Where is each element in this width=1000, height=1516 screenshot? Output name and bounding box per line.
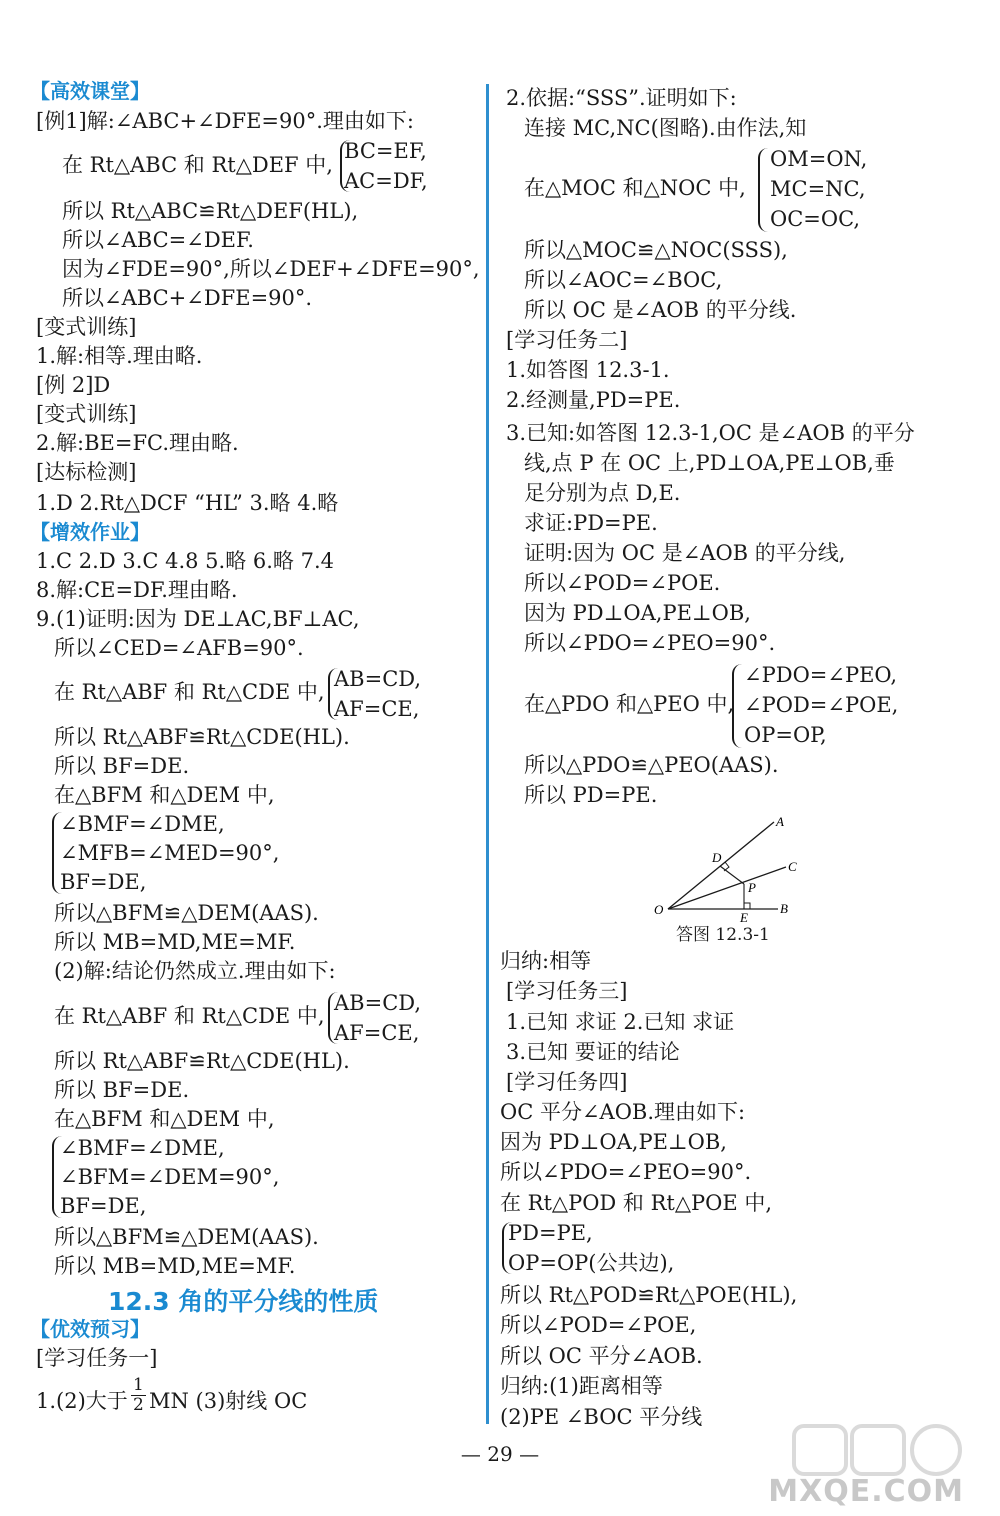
label-p: P xyxy=(748,880,756,895)
equation: AF=CE, xyxy=(334,697,420,721)
text-line: 所以△BFM≌△DEM(AAS). xyxy=(54,1225,319,1249)
text-line: 所以 MB=MD,ME=MF. xyxy=(54,1254,296,1278)
text-line: 所以△BFM≌△DEM(AAS). xyxy=(54,901,319,925)
text-line: 所以 BF=DE. xyxy=(54,1078,190,1102)
text-line: 所以∠ABC=∠DEF. xyxy=(62,228,254,252)
text-line: 3.已知:如答图 12.3-1,OC 是∠AOB 的平分 xyxy=(506,421,915,445)
text-line: 连接 MC,NC(图略).由作法,知 xyxy=(524,116,807,140)
section-title: 12.3 角的平分线的性质 xyxy=(108,1287,379,1316)
label-e: E xyxy=(740,910,748,925)
text-line: 1.如答图 12.3-1. xyxy=(506,358,670,382)
subsection-label: [学习任务二] xyxy=(506,328,628,352)
subsection-label: [学习任务三] xyxy=(506,979,628,1003)
equation: ∠BFM=∠DEM=90°, xyxy=(60,1165,280,1189)
equation: PD=PE, xyxy=(508,1221,593,1245)
text-line: 因为 PD⊥OA,PE⊥OB, xyxy=(524,601,751,625)
ray-oc xyxy=(668,867,786,909)
equation: AB=CD, xyxy=(334,991,422,1015)
equation: OP=OP, xyxy=(744,723,827,747)
text-line: 因为∠FDE=90°,所以∠DEF+∠DFE=90°, xyxy=(62,257,480,281)
subsection-label: [变式训练] xyxy=(36,402,137,426)
subsection-label: [达标检测] xyxy=(36,460,137,484)
text-line: 1.C 2.D 3.C 4.8 5.略 6.略 7.4 xyxy=(36,549,334,573)
text-line: 因为 PD⊥OA,PE⊥OB, xyxy=(500,1130,727,1154)
text-line: 证明:因为 OC 是∠AOB 的平分线, xyxy=(524,541,846,565)
text-line: 线,点 P 在 OC 上,PD⊥OA,PE⊥OB,垂 xyxy=(524,451,895,475)
section-header-gaoxiao: 【高效课堂】 xyxy=(30,79,150,103)
equation: ∠MFB=∠MED=90°, xyxy=(60,841,280,865)
text-line: 3.已知 要证的结论 xyxy=(506,1040,680,1064)
text-line: OC 平分∠AOB.理由如下: xyxy=(500,1100,746,1124)
text-line: 在 Rt△ABF 和 Rt△CDE 中, xyxy=(54,1004,325,1028)
text-line: 9.(1)证明:因为 DE⊥AC,BF⊥AC, xyxy=(36,607,360,631)
equation: ∠BMF=∠DME, xyxy=(60,812,225,836)
text-line: 所以 MB=MD,ME=MF. xyxy=(54,930,296,954)
label-d: D xyxy=(712,850,722,865)
text-line: 2.经测量,PD=PE. xyxy=(506,388,681,412)
label-a: A xyxy=(776,814,784,829)
label-b: B xyxy=(780,901,788,916)
equation: ∠BMF=∠DME, xyxy=(60,1136,225,1160)
text-line: 所以△PDO≌△PEO(AAS). xyxy=(524,753,779,777)
text-line: 1.(2)大于 xyxy=(36,1389,128,1413)
equation: AF=CE, xyxy=(334,1021,420,1045)
right-angle-mark-e xyxy=(744,903,750,909)
equation: BF=DE, xyxy=(60,870,147,894)
equation: OP=OP(公共边), xyxy=(508,1251,675,1275)
text-line: 1.D 2.Rt△DCF “HL” 3.略 4.略 xyxy=(36,491,339,515)
system-brace xyxy=(732,664,742,748)
system-brace xyxy=(758,148,768,232)
ray-oa xyxy=(668,822,774,909)
text-line: 所以 Rt△POD≌Rt△POE(HL), xyxy=(500,1283,798,1307)
text-line: 1.解:相等.理由略. xyxy=(36,344,203,368)
text-line: 所以∠AOC=∠BOC, xyxy=(524,268,723,292)
equation: BF=DE, xyxy=(60,1194,147,1218)
fraction-denominator: 2 xyxy=(133,1395,144,1415)
text-line: 所以 PD=PE. xyxy=(524,783,658,807)
text-line: 足分别为点 D,E. xyxy=(524,481,681,505)
text-line: (2)解:结论仍然成立.理由如下: xyxy=(54,959,336,983)
fraction-numerator: 1 xyxy=(133,1375,144,1395)
text-line: 所以 OC 是∠AOB 的平分线. xyxy=(524,298,797,322)
equation: ∠PDO=∠PEO, xyxy=(744,663,898,687)
text-line: 所以 Rt△ABC≌Rt△DEF(HL), xyxy=(62,199,359,223)
text-line: 所以 Rt△ABF≌Rt△CDE(HL). xyxy=(54,1049,350,1073)
text-line: 8.解:CE=DF.理由略. xyxy=(36,578,238,602)
figure-caption: 答图 12.3-1 xyxy=(676,925,770,945)
text-line: 所以∠PDO=∠PEO=90°. xyxy=(500,1160,752,1184)
equation: MC=NC, xyxy=(770,177,866,201)
text-line: [例 2]D xyxy=(36,373,111,397)
text-line: 在△BFM 和△DEM 中, xyxy=(54,1107,275,1131)
text-line: 所以 OC 平分∠AOB. xyxy=(500,1344,703,1368)
equation: BC=EF, xyxy=(344,139,427,163)
text-line: 1.已知 求证 2.已知 求证 xyxy=(506,1010,735,1034)
text-line: 所以∠PDO=∠PEO=90°. xyxy=(524,631,776,655)
equation: AC=DF, xyxy=(344,169,428,193)
text-line: 在 Rt△POD 和 Rt△POE 中, xyxy=(500,1191,773,1215)
section-header-youxiao: 【优效预习】 xyxy=(30,1317,150,1341)
text-line: 求证:PD=PE. xyxy=(524,511,658,535)
text-line: 2.依据:“SSS”.证明如下: xyxy=(506,86,737,110)
label-c: C xyxy=(788,859,797,874)
text-line: 所以 BF=DE. xyxy=(54,754,190,778)
fraction xyxy=(131,1376,146,1415)
text-line: 归纳:相等 xyxy=(500,949,592,973)
text-line: MN (3)射线 OC xyxy=(149,1389,308,1413)
text-line: 在 Rt△ABC 和 Rt△DEF 中, xyxy=(62,153,333,177)
text-line: 所以∠ABC+∠DFE=90°. xyxy=(62,286,313,310)
section-header-zengxiao: 【增效作业】 xyxy=(30,520,150,544)
equation: OM=ON, xyxy=(770,147,868,171)
label-o: O xyxy=(654,902,664,917)
page-number: — 29 — xyxy=(460,1442,540,1466)
column-divider xyxy=(486,84,489,1424)
equation: AB=CD, xyxy=(334,667,422,691)
text-line: 在 Rt△ABF 和 Rt△CDE 中, xyxy=(54,680,325,704)
segment-pd xyxy=(720,866,744,884)
text-line: 所以△MOC≌△NOC(SSS), xyxy=(524,238,788,262)
text-line: 归纳:(1)距离相等 xyxy=(500,1374,663,1398)
subsection-label: [变式训练] xyxy=(36,315,137,339)
text-line: 2.解:BE=FC.理由略. xyxy=(36,431,239,455)
text-line: [例1]解:∠ABC+∠DFE=90°.理由如下: xyxy=(36,109,414,133)
text-line: 在△PDO 和△PEO 中, xyxy=(524,692,735,716)
equation: OC=OC, xyxy=(770,207,861,231)
text-line: 在△BFM 和△DEM 中, xyxy=(54,783,275,807)
text-line: (2)PE ∠BOC 平分线 xyxy=(500,1405,703,1429)
text-line: 所以∠POD=∠POE, xyxy=(500,1313,697,1337)
equation: ∠POD=∠POE, xyxy=(744,693,899,717)
subsection-label: [学习任务四] xyxy=(506,1070,628,1094)
text-line: 所以 Rt△ABF≌Rt△CDE(HL). xyxy=(54,725,350,749)
subsection-label: [学习任务一] xyxy=(36,1346,158,1370)
watermark-text: MXQE.COM xyxy=(768,1474,964,1509)
text-line: 所以∠CED=∠AFB=90°. xyxy=(54,636,304,660)
text-line: 所以∠POD=∠POE. xyxy=(524,571,721,595)
text-line: 在△MOC 和△NOC 中, xyxy=(524,176,746,200)
